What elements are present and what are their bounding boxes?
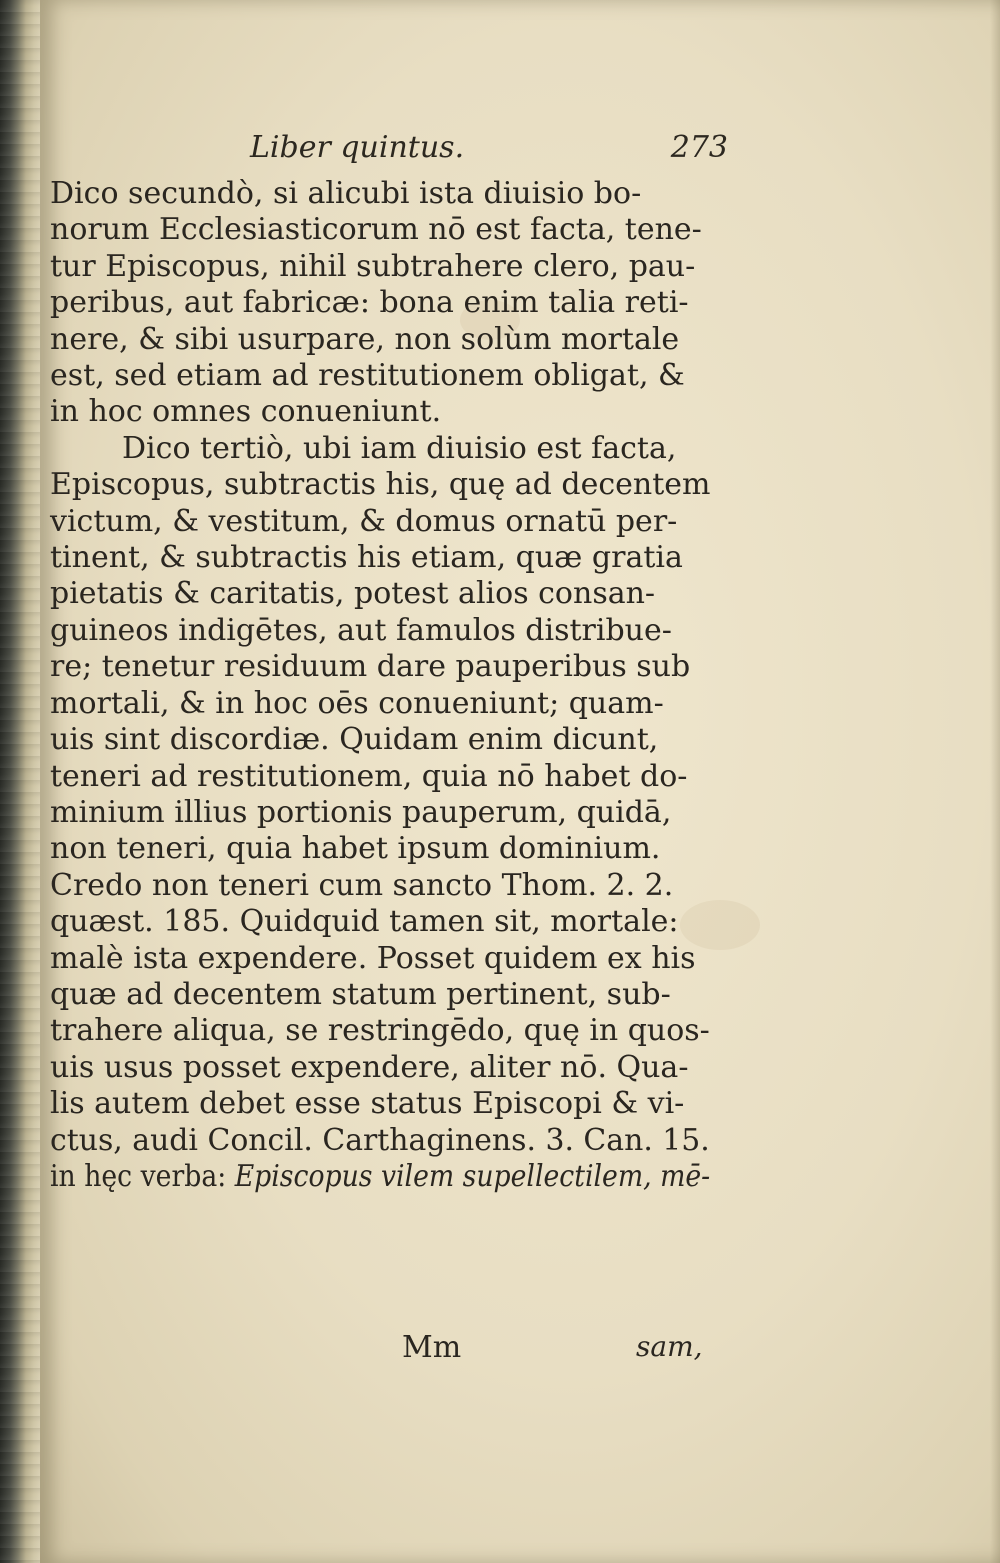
signature-mark: Mm: [402, 1330, 462, 1365]
text-line: malè ista expendere. Posset quidem ex his: [50, 940, 696, 976]
text-line: Episcopus, subtractis his, quę ad decentem: [50, 467, 711, 503]
text-line: victum, & vestitum, & domus ornatū per-: [50, 503, 678, 539]
text-line: uis usus posset expendere, aliter nō. Qua-: [50, 1049, 689, 1085]
last-line-italic: Episcopus vilem supellectilem, mē-: [234, 1158, 711, 1194]
text-line: est, sed etiam ad restitutionem obligat, &: [50, 358, 685, 394]
text-line: ctus, audi Concil. Carthaginens. 3. Can. 15.: [50, 1122, 710, 1158]
text-line: uis sint discordiæ. Quidam enim dicunt,: [50, 722, 659, 758]
text-line: non teneri, quia habet ipsum dominium.: [50, 831, 661, 867]
text-line: teneri ad restitutionem, quia nō habet do-: [50, 758, 688, 794]
text-line: nere, & sibi usurpare, non solùm mortale: [50, 321, 680, 357]
text-line: lis autem debet esse status Episcopi & vi-: [50, 1086, 685, 1122]
text-line: Dico secundò, si alicubi ista diuisio bo-: [50, 176, 642, 211]
text-line: peribus, aut fabricæ: bona enim talia reti-: [50, 285, 689, 321]
text-line: Dico tertiò, ubi iam diuisio est facta,: [122, 430, 677, 466]
text-line: quæst. 185. Quidquid tamen sit, mortale:: [50, 904, 679, 940]
text-line: quæ ad decentem statum pertinent, sub-: [50, 976, 671, 1012]
last-line-roman: in hęc verba:: [50, 1158, 235, 1194]
text-line: mortali, & in hoc oēs conueniunt; quam-: [50, 685, 664, 721]
text-line: minium illius portionis pauperum, quidā,: [50, 794, 672, 830]
page-edge: [990, 0, 1000, 1563]
text-line: in hoc omnes conueniunt.: [50, 394, 442, 430]
page-number: 273: [670, 130, 728, 165]
page-header: [50, 130, 730, 180]
text-line: Credo non teneri cum sancto Thom. 2. 2.: [50, 867, 674, 903]
book-binding: [0, 0, 42, 1563]
text-line: tinent, & subtractis his etiam, quæ gratia: [50, 540, 683, 576]
text-line: tur Episcopus, nihil subtrahere clero, pau-: [50, 248, 696, 284]
text-line-last: [50, 1158, 711, 1195]
text-line: guineos indigētes, aut famulos distribue-: [50, 612, 672, 648]
running-title: Liber quintus.: [250, 130, 465, 165]
catchword: sam,: [636, 1330, 703, 1363]
text-line: trahere aliqua, se restringēdo, quę in quos-: [50, 1013, 710, 1049]
body-text: [50, 176, 710, 1195]
text-line: re; tenetur residuum dare pauperibus sub: [50, 649, 691, 685]
text-line: pietatis & caritatis, potest alios consan-: [50, 576, 656, 612]
text-line: norum Ecclesiasticorum nō est facta, tene-: [50, 212, 702, 248]
